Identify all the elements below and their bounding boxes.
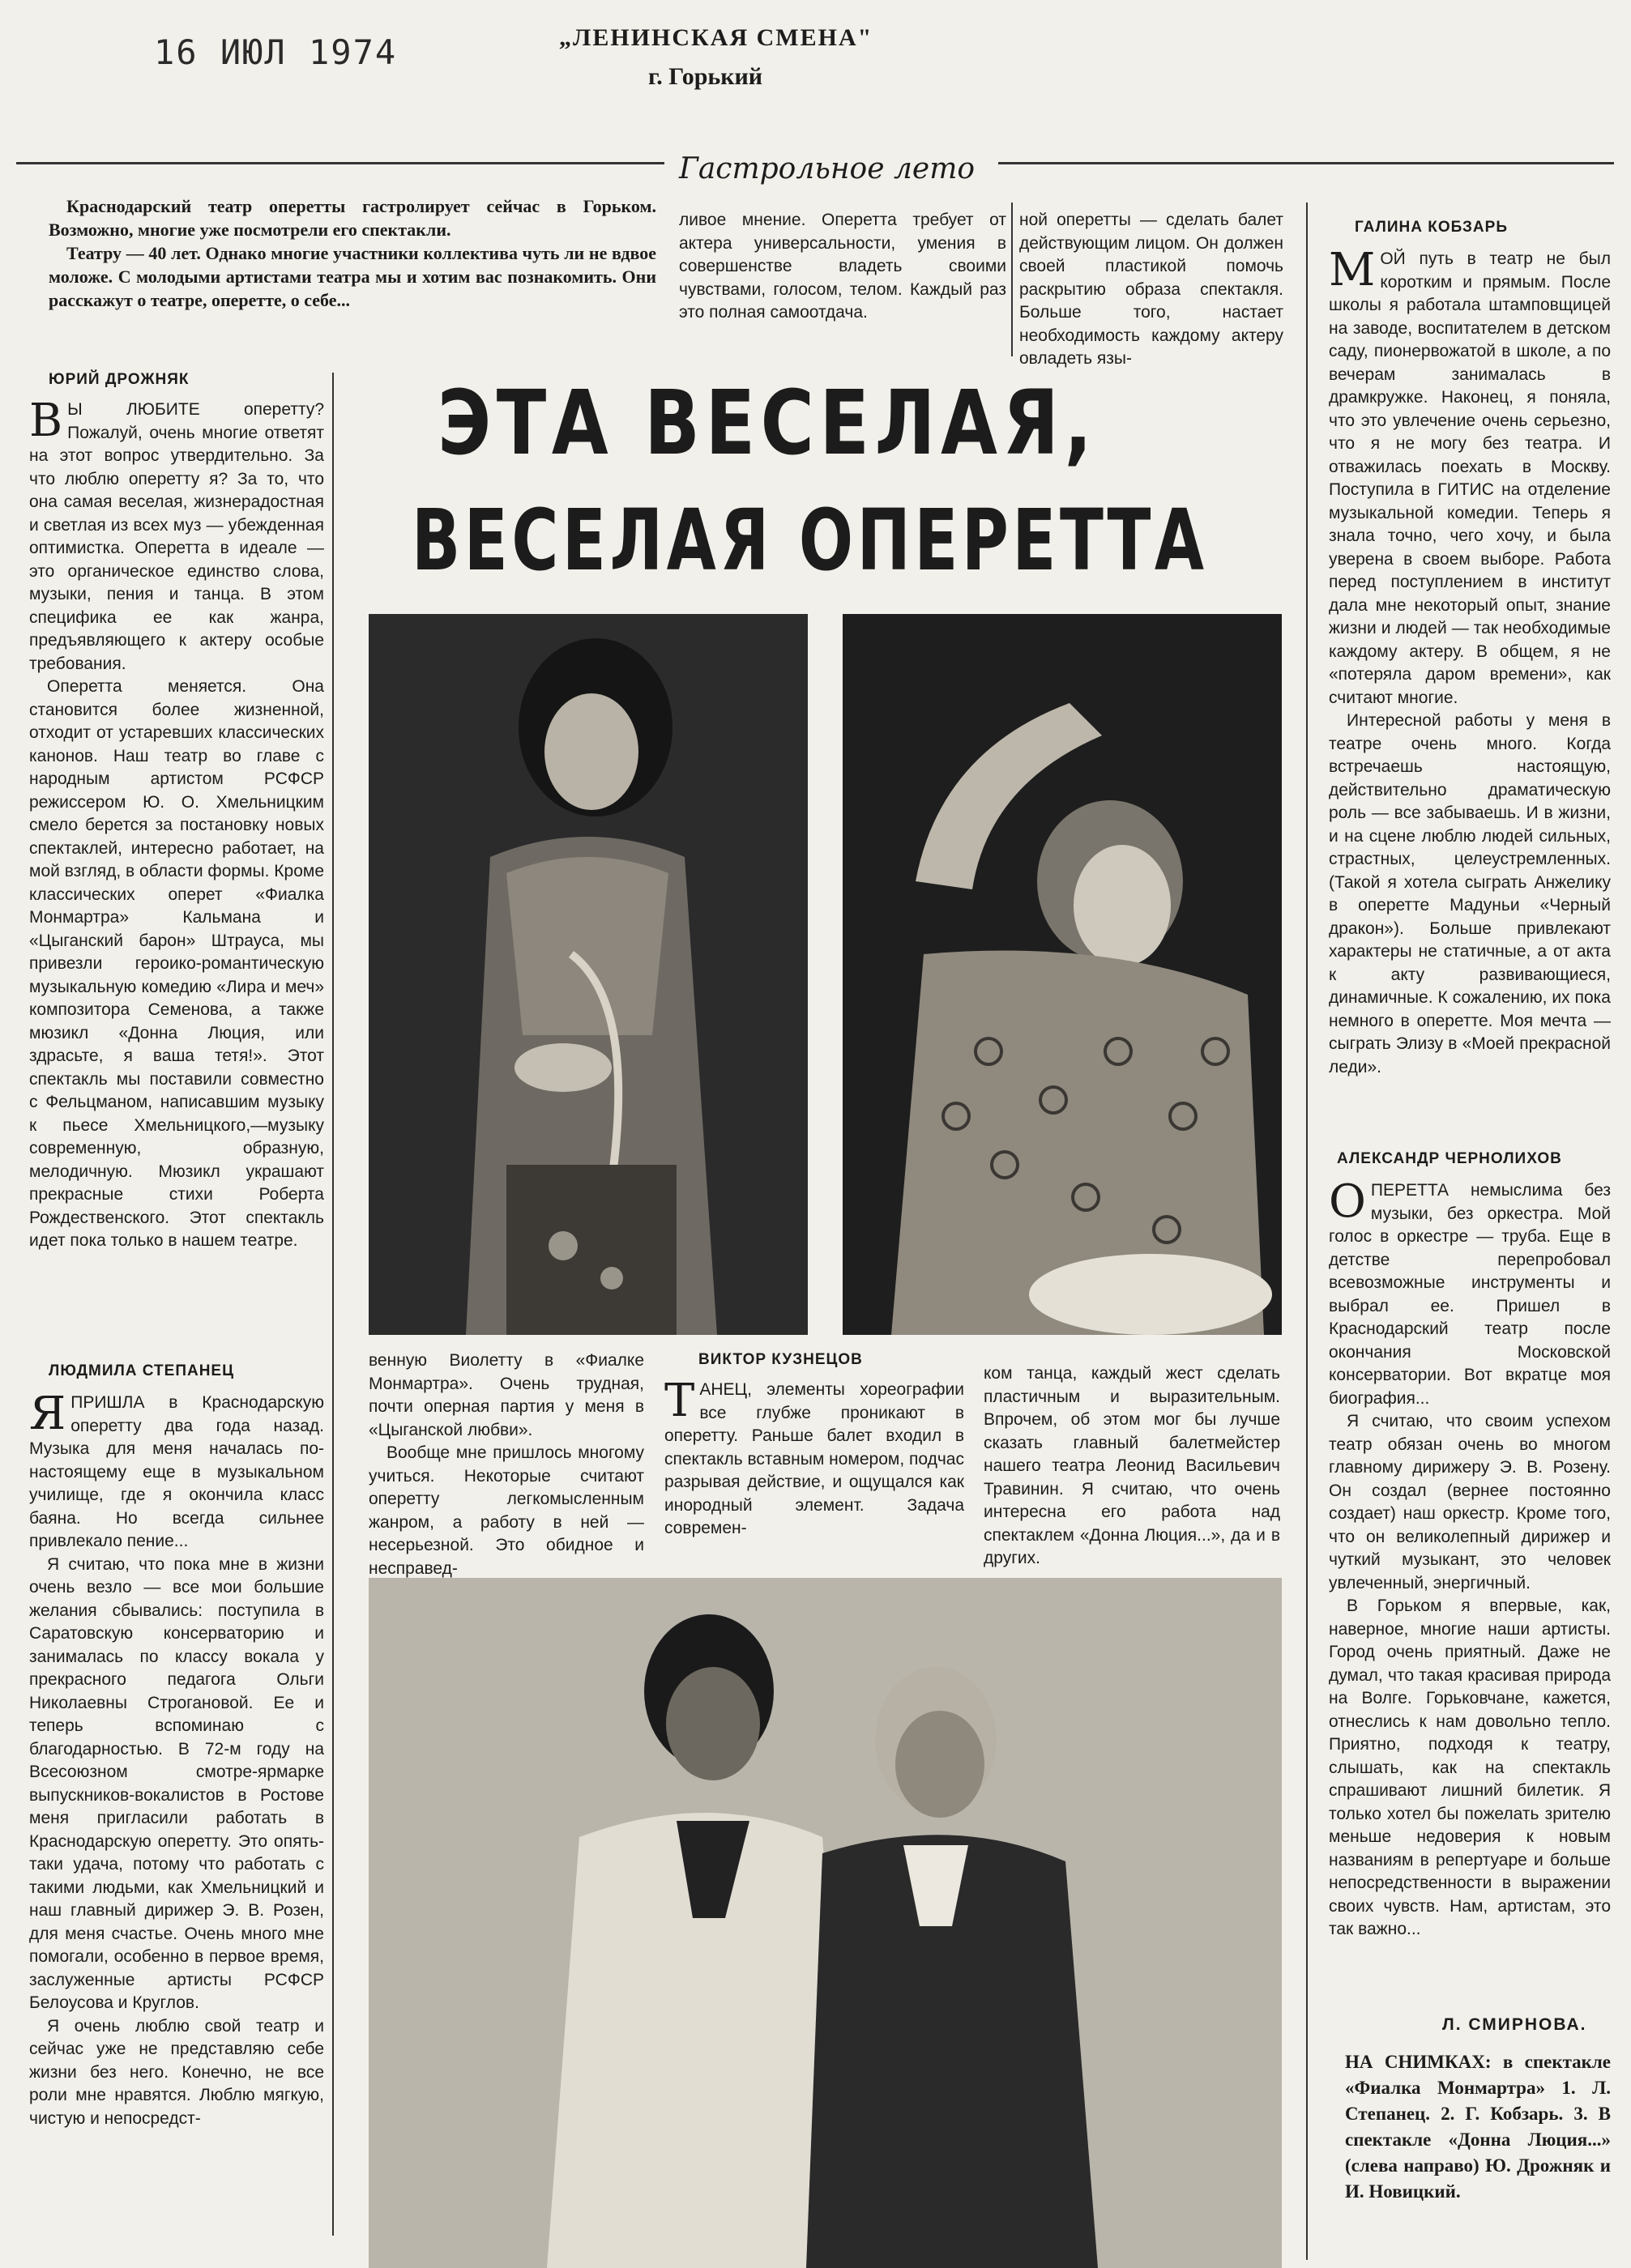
chernolikhov-p3: В Горьком я впервые, как, наверное, многие наши артисты. Город очень приятный. Даже не думал, что такая красивая природа на Волге. Горьковчане, кажется, отнеслись к нам довольно тепло. Приятно, подходя к театру, слышать, как на спектакль спрашивают лишний билетик. Я только хотел бы пожелать зрителю меньше недоверия к новым названиям в репертуаре и больше непосредственности в выражении своих чувств. Нам, артистам, это так важно... xyxy=(1329,1597,1611,1938)
photo-kobzar xyxy=(843,614,1282,1335)
byline-stepanets: ЛЮДМИЛА СТЕПАНЕЦ xyxy=(49,1362,234,1379)
kuznetsov-top-text2: ной оперетты — сделать балет действующим лицом. Он должен своей пластикой помочь раскрытию образа спектакля. Больше того, настает необходимость каждому актеру овладеть язы- xyxy=(1019,211,1283,368)
drop-cap-ya: Я xyxy=(29,1392,66,1440)
chernolikhov-p2: Я считаю, что своим успехом театр обязан очень во многом главному дирижеру Э. В. Розену. Он создал (вернее постоянно создает) наш оркестр. Кроме того, что он великолепный дирижер и чуткий музыкант, это человек увлеченный, энергичный. xyxy=(1329,1412,1611,1592)
photo-stepanets xyxy=(369,614,808,1335)
chernolikhov-text xyxy=(1329,1179,1611,1997)
col-rule-top xyxy=(1011,202,1013,356)
byline-chernolikhov: АЛЕКСАНДР ЧЕРНОЛИХОВ xyxy=(1337,1150,1562,1167)
right-col-rule xyxy=(1306,202,1308,2260)
photo-drozhnyak-novitsky xyxy=(369,1578,1282,2268)
kobzar-text xyxy=(1329,248,1611,1079)
stepanets-p4: венную Виолетту в «Фиалке Монмартра». Очень трудная, почти оперная партия у меня в «Цыганской любви». xyxy=(369,1351,644,1439)
kuznetsov-top-col2 xyxy=(1019,209,1283,371)
intro-p2: Театру — 40 лет. Однако многие участники коллектива чуть ли не вдвое моложе. С молодыми артистами театра мы и хотим вас познакомить. Они расскажут о театре, оперетте, о себе... xyxy=(49,243,656,310)
left-col-rule xyxy=(332,373,334,2236)
kuznetsov-text-col1 xyxy=(664,1379,964,1541)
intro xyxy=(49,194,656,312)
stepanets-p1: ПРИШЛА в Краснодарскую оперетту два года назад. Музыка для меня началась по-настоящему еще в музыкальном училище, где я окончила класс баяна. Но всегда сильнее привлекало пение... xyxy=(29,1393,324,1550)
top-rule-right xyxy=(998,162,1614,164)
kuznetsov-p2: ком танца, каждый жест сделать пластичным и выразительным. Впрочем, об этом мог бы лучше сказать главный балетмейстер нашего театра Леонид Васильевич Травинин. Я считаю, что очень интересна его работа над спектаклем «Донна Люция...», да и в других. xyxy=(984,1364,1280,1567)
stepanets-p2: Я считаю, что пока мне в жизни очень везло — все мои большие желания сбывались: поступила в Саратовскую консерваторию и занималась по классу вокала у прекрасного педагога Ольги Николаевны Строгановой. Ее и теперь вспоминаю с благодарностью. В 72-м году на Всесоюзном смотре-ярмарке выпускников-вокалистов в Ростове меня пригласили работать в Краснодарскую оперетту. Это опять-таки удача, потому что работать с такими людьми, как Хмельницкий и наш главный дирижер Э. В. Розен, для меня счастье. Очень много мне помогали, особенно в первое время, заслуженные артисты РСФСР Белоусова и Круглов. xyxy=(29,1554,324,2012)
drozhnyak-p1: Ы ЛЮБИТЕ оперетту? Пожалуй, очень многие ответят на этот вопрос утвердительно. За что люблю оперетту я? За то, что она самая веселая, жизнерадостная и светлая из всех муз — убежденная оптимистка. Оперетта в идеале — это органическое единство слова, музыки, пения и танца. В этом специфика ее как жанра, предъявляющего к актеру особые требования. xyxy=(29,400,324,673)
caption-label: НА СНИМКАХ: xyxy=(1345,2052,1492,2072)
intro-p1: Краснодарский театр оперетты гастролирует сейчас в Горьком. Возможно, многие уже посмотрели его спектакли. xyxy=(49,196,656,240)
kuznetsov-top-col1 xyxy=(679,209,1006,325)
byline-kuznetsov: ВИКТОР КУЗНЕЦОВ xyxy=(698,1351,863,1368)
kobzar-p1: ОЙ путь в театр не был коротким и прямым. После школы я работала штамповщицей на заводе, воспитателем в детском саду, пионервожатой в школе, а по вечерам занималась в драмкружке. Наконец, я поняла, что это увлечение очень серьезно, что я не могу без театра. И отважилась поехать в Москву. Поступила в ГИТИС на отделение музыкальной комедии. Теперь я знала точно, чего хочу, и была уверена в своем выборе. Работа перед поступлением в институт дала мне некоторый опыт, знание жизни и людей — так необходимые каждому актеру. В общем, я не «потеряла даром времени», как считают многие. xyxy=(1329,249,1611,707)
drop-cap-v: В xyxy=(29,399,63,447)
signature: Л. СМИРНОВА. xyxy=(1442,2015,1587,2034)
drop-cap-t: Т xyxy=(664,1379,695,1427)
kuznetsov-p1: АНЕЦ, элементы хореографии все глубже проникают в оперетту. Раньше балет входил в спектакль вставным номером, подчас разрывая действие, и ощущался как инородный элемент. Задача современ- xyxy=(664,1380,964,1537)
drozhnyak-text xyxy=(29,399,324,1253)
date-stamp: 16 ИЮЛ 1974 xyxy=(154,32,398,72)
kuznetsov-top-text1: ливое мнение. Оперетта требует от актера универсальности, умения в совершенстве владеть своими чувствами, голосом, телом. Каждый раз это полная самоотдача. xyxy=(679,211,1006,322)
masthead: „ЛЕНИНСКАЯ СМЕНА" xyxy=(559,24,873,51)
chernolikhov-p1: ПЕРЕТТА немыслима без музыки, без оркестра. Мой голос в оркестре — труба. Еще в детстве перепробовал всевозможные инструменты и выбрал ее. Пришел в Краснодарский театр после окончания Московской консерватории. Вот вкратце моя биография... xyxy=(1329,1181,1611,1408)
caption-text: в спектакле «Фиалка Монмартра» 1. Л. Степанец. 2. Г. Кобзарь. 3. В спектакле «Донна Люция...» (слева направо) Ю. Дрожняк и И. Новицкий. xyxy=(1345,2052,1611,2202)
two-actors-image xyxy=(369,1578,1282,2268)
drop-cap-o: О xyxy=(1329,1179,1366,1228)
stepanets-continued xyxy=(369,1349,644,1580)
photo-caption xyxy=(1345,2049,1611,2205)
byline-drozhnyak: ЮРИЙ ДРОЖНЯК xyxy=(49,371,190,388)
woman-with-basket-image xyxy=(369,614,808,1335)
stepanets-text xyxy=(29,1392,324,2250)
woman-raised-arm-image xyxy=(843,614,1282,1335)
byline-kobzar: ГАЛИНА КОБЗАРЬ xyxy=(1355,219,1508,236)
stepanets-p5: Вообще мне пришлось многому учиться. Некоторые считают оперетту легкомысленным жанром, а работу в ней — несерьезной. Это обидное и несправед- xyxy=(369,1443,644,1578)
city: г. Горький xyxy=(648,63,763,90)
stepanets-p3: Я очень люблю свой театр и сейчас уже не представляю себе жизни без него. Конечно, не все роли мне нравятся. Люблю мягкую, чистую и непосредст- xyxy=(29,2016,324,2128)
kuznetsov-text-col2 xyxy=(984,1362,1280,1571)
kobzar-p2: Интересной работы у меня в театре очень много. Когда встречаешь настоящую, действительно драматическую роль — все забываешь. И в жизни, и на сцене люблю людей сильных, страстных, целеустремленных. (Такой я хотела сыграть Анжелику в оперетте Мадуньи «Черный дракон»). Больше привлекают характеры не статичные, а от акта к акту развивающиеся, динамичные. К сожалению, их пока немного в оперетте. Моя мечта — сыграть Элизу в «Моей прекрасной леди». xyxy=(1329,711,1611,1076)
top-rule-left xyxy=(16,162,664,164)
headline-line2: ВЕСЕЛАЯ ОПЕРЕТТА xyxy=(412,491,1208,590)
drop-cap-m: М xyxy=(1329,248,1376,296)
headline-line1: ЭТА ВЕСЕЛАЯ, xyxy=(438,371,1098,475)
rubric: Гастрольное лето xyxy=(679,152,976,185)
drozhnyak-p2: Оперетта меняется. Она становится более жизненной, отходит от устаревших классических канонов. Наш театр во главе с народным артистом РСФСР режиссером Ю. О. Хмельницким смело берется за постановку новых спектаклей, интересно работает, на мой взгляд, в области формы. Кроме классических оперет «Фиалка Монмартра» Кальмана и «Цыганский барон» Штрауса, мы привезли героико-романтическую музыкальную комедию «Лира и меч» композитора Семенова, а также мюзикл «Донна Люция, или здрасьте, я ваша тетя!». Этот спектакль мы поставили совместно с Фельцманом, написавшим музыку к пьесе Хмельницкого,—музыку современную, образную, мелодичную. Мюзикл украшают прекрасные стихи Роберта Рождественского. Этот спектакль идет пока только в нашем театре. xyxy=(29,677,324,1250)
